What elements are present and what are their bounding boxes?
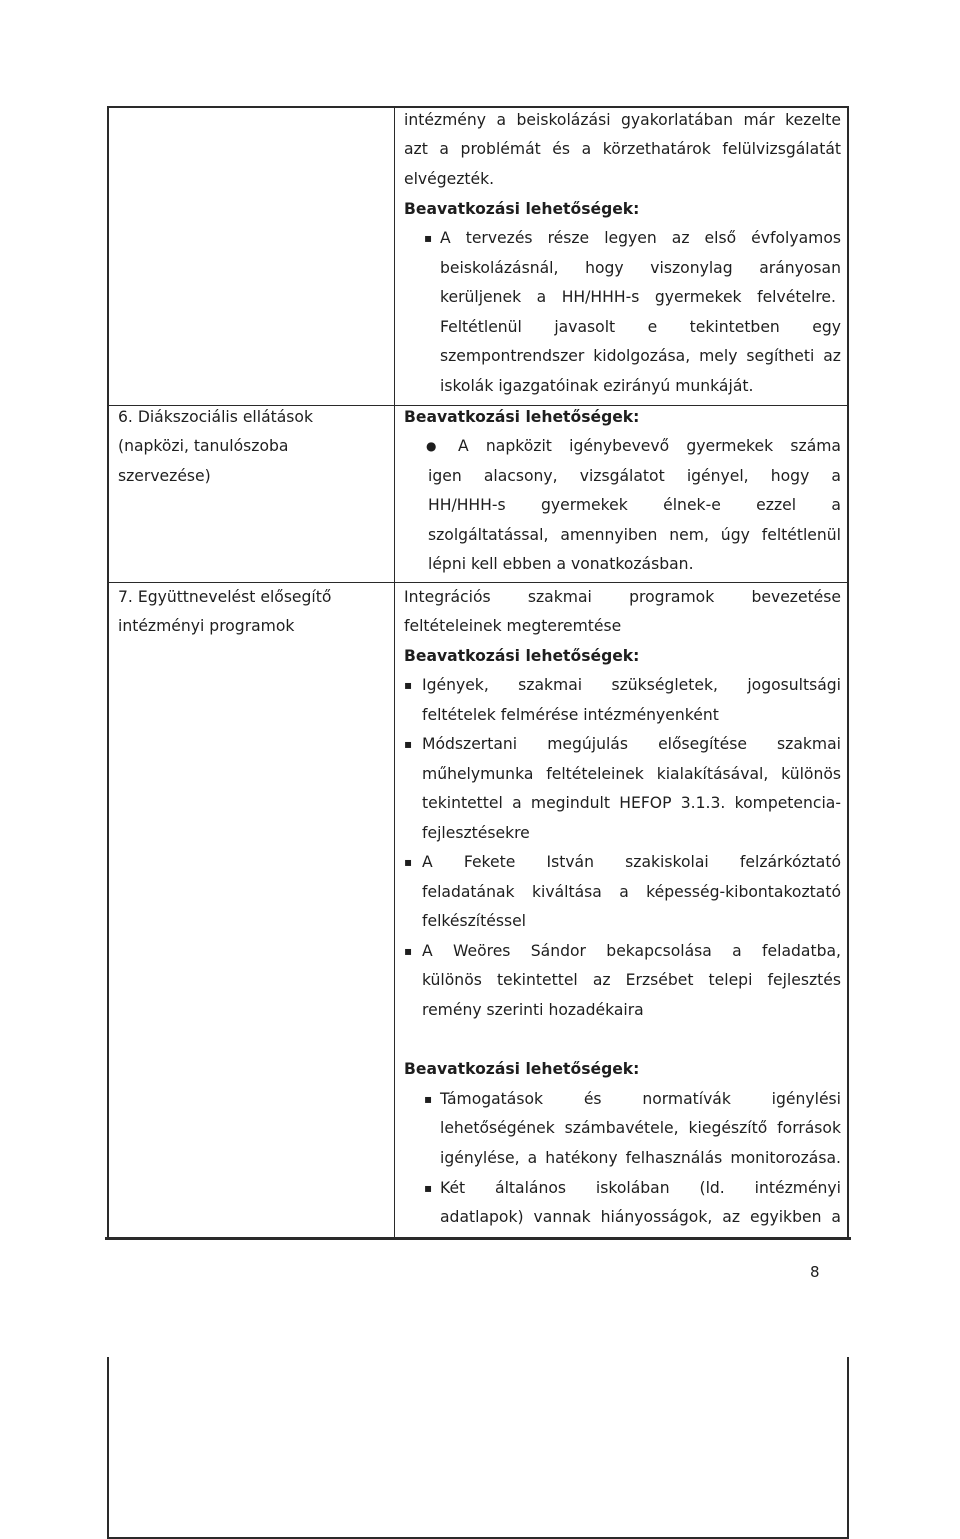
row7-label-line: 7. Együttnevelést elősegítő [118,588,332,606]
b3-item3-line: feladatának kiváltása a képesség-kibontakoztató [422,883,841,901]
bullet-icon: ▪ [404,855,413,869]
b4-item1-line: lehetőségének számbavétele, kiegészítő források [440,1119,841,1137]
block1-line: iskolák igazgatóinak ezirányú munkáját. [440,377,754,395]
block1-line: beiskolázásnál, hogy viszonylag arányosan [440,259,841,277]
bullet-icon: ▪ [424,231,433,245]
table-bottom-edge [105,1237,851,1240]
b3-item2-line: tekintettel a megindult HEFOP 3.1.3. kompetencia- [422,794,841,812]
block1-line: szempontrendszer kidolgozása, mely segítheti az [440,347,841,365]
block3-title-line: feltételeinek megteremtése [404,617,622,635]
bullet-icon: ▪ [404,944,413,958]
block2-heading: Beavatkozási lehetőségek: [404,408,640,426]
b3-item3-line: felkészítéssel [422,912,527,930]
block2-line: igen alacsony, vizsgálatot igényel, hogy a [428,467,841,485]
row6-label-line: (napközi, tanulószoba [118,437,289,455]
b3-item4-line: különös tekintettel az Erzsébet telepi fejlesztés [422,971,841,989]
b4-item2-line: Két általános iskolában (ld. intézményi [440,1179,841,1197]
b3-item1-line: feltételek felmérése intézményenként [422,706,719,724]
bullet-icon: ▪ [404,737,413,751]
intro-line: azt a problémát és a körzethatárok felülvizsgálatát [404,140,841,158]
block4-heading: Beavatkozási lehetőségek: [404,1060,640,1078]
b3-item2-line: Módszertani megújulás elősegítése szakmai [422,735,841,753]
b4-item2-line: adatlapok) vannak hiányosságok, az egyikben a [440,1208,841,1226]
block1-heading: Beavatkozási lehetőségek: [404,200,640,218]
b4-item1-line: igénylése, a hatékony felhasználás monitorozása. [440,1149,841,1167]
block2-line: A napközit igénybevevő gyermekek száma [458,437,841,455]
block1-line: kerüljenek a HH/HHH-s gyermekek felvételre. [440,288,836,306]
intro-line: intézmény a beiskolázási gyakorlatában már kezelte [404,111,841,129]
bullet-icon: ▪ [424,1092,433,1106]
block2-line: szolgáltatással, amennyiben nem, úgy feltétlenül [428,526,841,544]
bullet-icon: ● [426,439,437,453]
row7-label-line: intézményi programok [118,617,295,635]
column-divider [394,106,395,1239]
page-bottom-margin [0,1240,960,1357]
block3-heading: Beavatkozási lehetőségek: [404,647,640,665]
b3-item1-line: Igények, szakmai szükségletek, jogosultsági [422,676,841,694]
b3-item2-line: műhelymunka feltételeinek kialakításával, különös [422,765,841,783]
page-number: 8 [810,1263,820,1281]
bullet-icon: ▪ [404,678,413,692]
b3-item4-line: remény szerinti hozadékaira [422,1001,644,1019]
block1-line: Feltétlenül javasolt e tekintetben egy [440,318,841,336]
row6-label-line: szervezése) [118,467,211,485]
row6-label-line: 6. Diákszociális ellátások [118,408,313,426]
block3-title-line: Integrációs szakmai programok bevezetése [404,588,841,606]
block1-line: A tervezés része legyen az első évfolyamos [440,229,841,247]
b4-item1-line: Támogatások és normatívák igénylési [440,1090,841,1108]
b3-item2-line: fejlesztésekre [422,824,530,842]
b3-item3-line: A Fekete István szakiskolai felzárkóztató [422,853,841,871]
b3-item4-line: A Weöres Sándor bekapcsolása a feladatba, [422,942,841,960]
block2-line: lépni kell ebben a vonatkozásban. [428,555,694,573]
bullet-icon: ▪ [424,1181,433,1195]
block2-line: HH/HHH-s gyermekek élnek-e ezzel a [428,496,841,514]
intro-line: elvégezték. [404,170,495,188]
